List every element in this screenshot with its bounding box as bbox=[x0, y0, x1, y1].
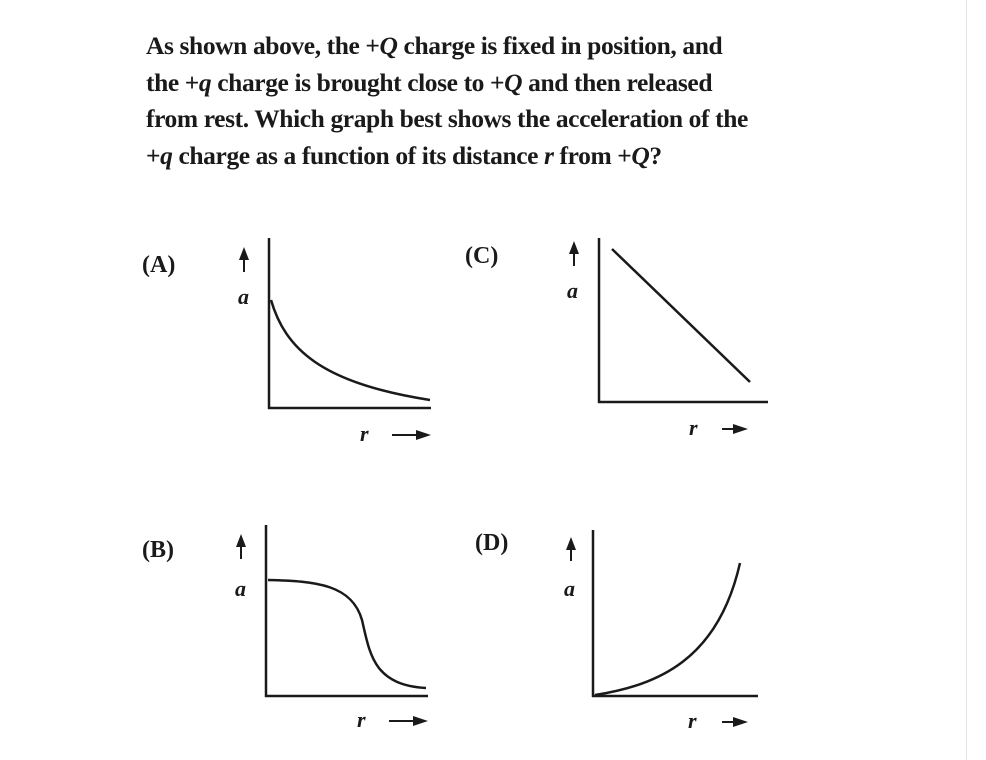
y-axis-arrowhead bbox=[566, 537, 576, 550]
y-axis-arrowhead bbox=[236, 534, 246, 547]
graph-b-svg bbox=[222, 525, 452, 735]
graph-a-svg bbox=[225, 238, 455, 448]
x-axis-label: r bbox=[360, 421, 369, 446]
y-axis-arrowhead bbox=[239, 247, 249, 260]
graph-c-svg bbox=[555, 232, 785, 442]
question-line-2: the +q charge is brought close to +Q and then released bbox=[146, 67, 713, 97]
option-label-c[interactable]: (C) bbox=[465, 243, 499, 269]
line-linear-decrease bbox=[612, 249, 750, 382]
graph-a[interactable] bbox=[225, 238, 455, 448]
x-axis-label: r bbox=[357, 707, 366, 732]
option-label-b[interactable]: (B) bbox=[142, 537, 174, 563]
x-axis-label: r bbox=[689, 415, 698, 440]
y-axis-label: a bbox=[235, 576, 246, 601]
y-axis-label: a bbox=[567, 278, 578, 303]
question-line-3: from rest. Which graph best shows the acceleration of the bbox=[146, 104, 748, 133]
x-axis-arrowhead bbox=[416, 430, 431, 440]
graph-b[interactable] bbox=[222, 525, 452, 735]
curve-inverse-decay bbox=[271, 300, 430, 400]
y-axis-arrowhead bbox=[569, 241, 579, 254]
x-axis-arrowhead bbox=[413, 716, 428, 726]
graph-c[interactable] bbox=[555, 232, 785, 442]
page-edge bbox=[966, 0, 967, 760]
question-text bbox=[146, 28, 846, 174]
x-axis-label: r bbox=[688, 708, 697, 733]
x-axis-arrowhead bbox=[733, 424, 748, 434]
question-line-1: As shown above, the +Q charge is fixed in position, and bbox=[146, 31, 723, 60]
option-label-a[interactable]: (A) bbox=[142, 252, 176, 278]
graph-d-svg bbox=[548, 525, 778, 735]
question-line-4: +q charge as a function of its distance r from +Q? bbox=[146, 140, 662, 170]
x-axis-arrowhead bbox=[733, 717, 748, 727]
curve-increasing bbox=[595, 563, 740, 695]
y-axis-label: a bbox=[238, 284, 249, 309]
graph-d[interactable] bbox=[548, 525, 778, 735]
option-label-d[interactable]: (D) bbox=[475, 530, 509, 556]
curve-step-down bbox=[268, 580, 426, 688]
y-axis-label: a bbox=[564, 576, 575, 601]
